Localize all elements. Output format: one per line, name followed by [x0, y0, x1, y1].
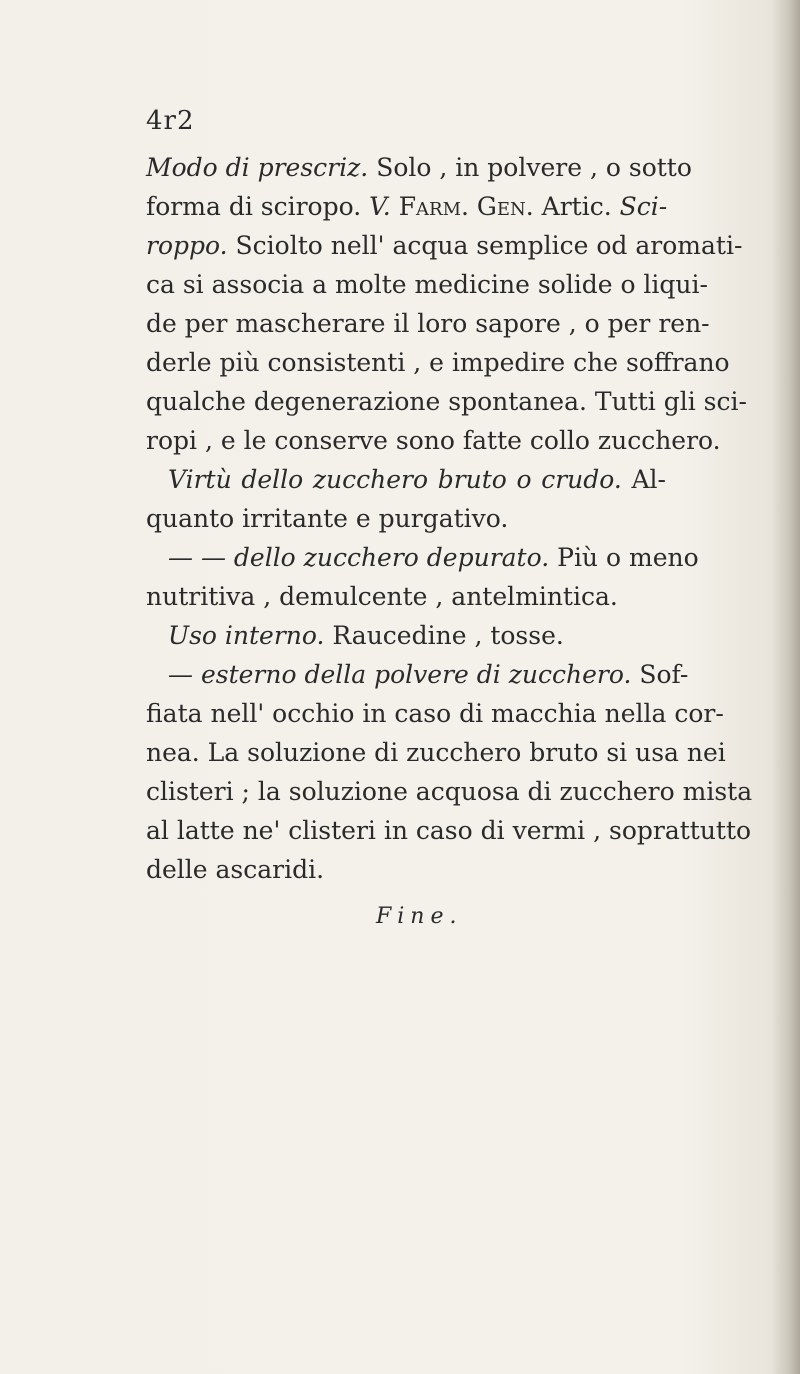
text-line [146, 226, 743, 265]
text-run: Più o meno [549, 543, 699, 572]
text-line: nutritiva , demulcente , antelmintica. [146, 582, 618, 611]
page-number: 4r2 [146, 106, 195, 136]
italic-run: roppo. [146, 231, 228, 260]
text-line [146, 187, 666, 226]
text-line: quanto irritante e purgativo. [146, 504, 509, 533]
text-line: ropi , e le conserve sono fatte collo zucchero. [146, 426, 721, 455]
text-line [146, 538, 699, 577]
text-run: Sciolto nell' acqua semplice od aromati- [227, 231, 743, 260]
text-line: de per mascherare il loro sapore , o per ren- [146, 309, 710, 338]
text-line: delle ascaridi. [146, 855, 325, 884]
text-run: Al- [621, 465, 666, 494]
text-line: nea. La soluzione di zucchero bruto si usa nei [146, 738, 726, 767]
text-line: fiata nell' occhio in caso di macchia nella cor- [146, 699, 724, 728]
text-run: Sof- [631, 660, 689, 689]
text-run: Raucedine , tosse. [324, 621, 564, 650]
text-line: clisteri ; la soluzione acquosa di zucchero mista [146, 777, 753, 806]
heading-italic: Modo di prescriz. [146, 153, 369, 182]
text-line: derle più consistenti , e impedire che soffrano [146, 348, 730, 377]
closing-word: Fine. [376, 904, 463, 929]
heading-italic: Uso interno. [168, 621, 325, 650]
text-line [146, 460, 666, 499]
text-line: ca si associa a molte medicine solide o liqui- [146, 270, 708, 299]
text-line [146, 616, 666, 655]
body-text [146, 148, 753, 889]
text-line [146, 655, 689, 694]
text-line: qualche degenerazione spontanea. Tutti gli sci- [146, 387, 747, 416]
italic-run: V. [369, 192, 391, 221]
text-run: Solo , in polvere , o sotto [368, 153, 692, 182]
text-run: Artic. [533, 192, 620, 221]
text-line [146, 148, 692, 187]
text-line: al latte ne' clisteri in caso di vermi , soprattutto [146, 816, 752, 845]
smallcaps-run: Farm. Gen. [390, 192, 534, 221]
page-edge-shadow [772, 0, 800, 1374]
italic-run: Sci- [619, 192, 668, 221]
heading-italic: — — dello zucchero depurato. [168, 543, 550, 572]
heading-italic: — esterno della polvere di zucchero. [168, 660, 632, 689]
text-run: forma di sciropo. [146, 192, 370, 221]
heading-italic: Virtù dello zucchero bruto o crudo. [168, 465, 622, 494]
